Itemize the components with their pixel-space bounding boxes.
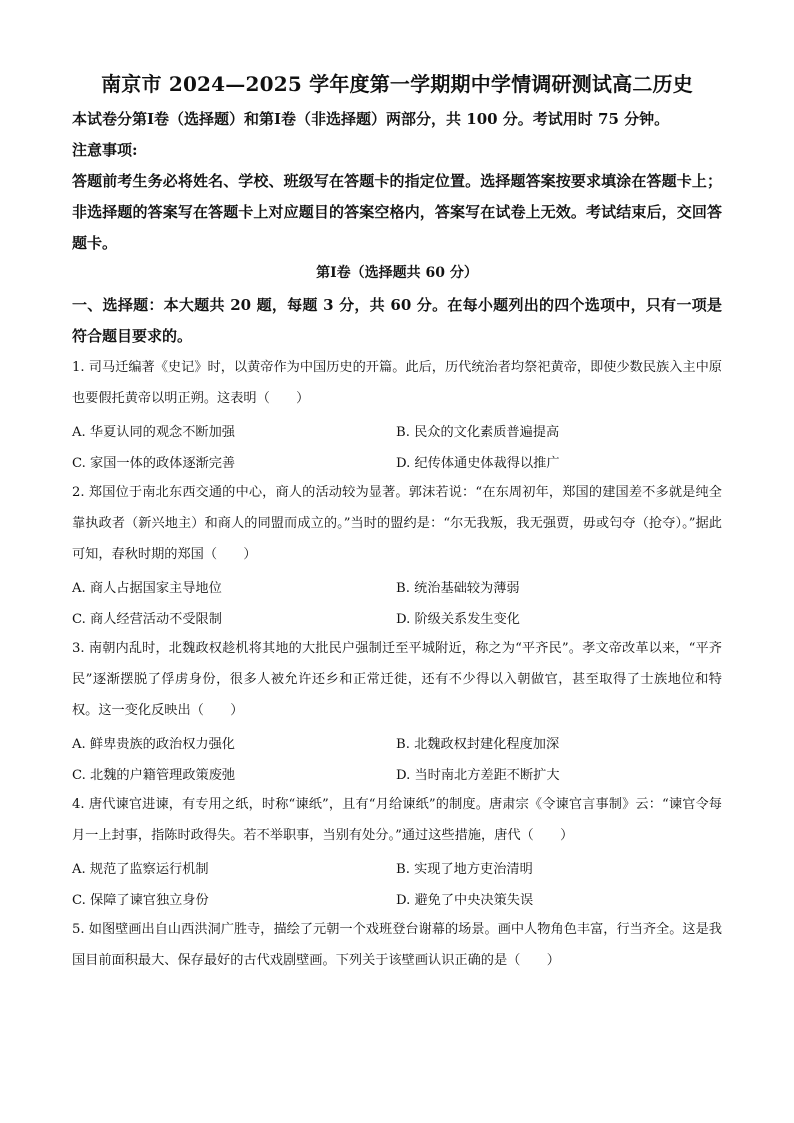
question-2-option-d: D. 阶级关系发生变化 — [396, 612, 520, 627]
question-3-option-a: A. 鲜卑贵族的政治权力强化 — [72, 737, 235, 752]
question-2-option-b: B. 统治基础较为薄弱 — [396, 581, 520, 596]
question-1-option-b: B. 民众的文化素质普遍提高 — [396, 425, 560, 440]
question-4-option-d: D. 避免了中央决策失误 — [396, 893, 534, 908]
question-1-option-a: A. 华夏认同的观念不断加强 — [72, 425, 235, 440]
notice-heading: 注意事项: — [72, 141, 138, 159]
question-2-stem: 2. 郑国位于南北东西交通的中心，商人的活动较为显著。郭沫若说：“在东周初年，郑国的建国差不多就是纯全靠执政者（新兴地主）和商人的同盟而成立的。”当时的盟约是：“尔无我叛，我无强贾，毋或匄夺（抢夺）。”据此可知，春秋时期的郑国（ ） — [72, 485, 722, 562]
notice-body: 答题前考生务必将姓名、学校、班级写在答题卡的指定位置。选择题答案按要求填涂在答题卡上；非选择题的答案写在答题卡上对应题目的答案空格内，答案写在试卷上无效。考试结束后，交回答题卡。 — [72, 172, 722, 252]
question-4-option-a: A. 规范了监察运行机制 — [72, 862, 209, 877]
section-title: 第Ⅰ卷（选择题共 60 分） — [316, 265, 478, 281]
question-4-option-b: B. 实现了地方吏治清明 — [396, 862, 533, 877]
exam-intro: 本试卷分第Ⅰ卷（选择题）和第Ⅰ卷（非选择题）两部分，共 100 分。考试用时 75 分钟。 — [72, 110, 670, 128]
question-2-option-a: A. 商人占据国家主导地位 — [72, 581, 222, 596]
question-3-stem: 3. 南朝内乱时，北魏政权趁机将其地的大批民户强制迁至平城附近，称之为“平齐民”。孝文帝改革以来，“平齐民”逐渐摆脱了俘虏身份，很多人被允许还乡和正常迁徙，还有不少得以入朝做官，甚至取得了士族地位和特权。这一变化反映出（ ） — [72, 641, 722, 718]
question-3-option-b: B. 北魏政权封建化程度加深 — [396, 737, 560, 752]
question-4-option-c: C. 保障了谏官独立身份 — [72, 893, 209, 908]
question-5-stem: 5. 如图壁画出自山西洪洞广胜寺，描绘了元朝一个戏班登台谢幕的场景。画中人物角色丰富，行当齐全。这是我国目前面积最大、保存最好的古代戏剧壁画。下列关于该壁画认识正确的是（ ） — [72, 922, 722, 968]
question-2-option-c: C. 商人经营活动不受限制 — [72, 612, 222, 627]
question-1-option-c: C. 家国一体的政体逐渐完善 — [72, 456, 236, 471]
question-1-stem: 1. 司马迁编著《史记》时，以黄帝作为中国历史的开篇。此后，历代统治者均祭祀黄帝，即使少数民族入主中原也要假托黄帝以明正朔。这表明（ ） — [72, 360, 722, 406]
page-title: 南京市 2024—2025 学年度第一学期期中学情调研测试高二历史 — [101, 72, 693, 96]
question-3-option-c: C. 北魏的户籍管理政策废弛 — [72, 768, 236, 783]
part-heading: 一、选择题：本大题共 20 题，每题 3 分，共 60 分。在每小题列出的四个选项中，只有一项是符合题目要求的。 — [72, 296, 722, 345]
question-1-option-d: D. 纪传体通史体裁得以推广 — [396, 456, 560, 471]
question-4-stem: 4. 唐代谏官进谏，有专用之纸，时称“谏纸”，且有“月给谏纸”的制度。唐肃宗《令谏官言事制》云：“谏官令每月一上封事，指陈时政得失。若不举职事，当别有处分。”通过这些措施，唐代（ ） — [72, 797, 722, 843]
question-3-option-d: D. 当时南北方差距不断扩大 — [396, 768, 560, 783]
